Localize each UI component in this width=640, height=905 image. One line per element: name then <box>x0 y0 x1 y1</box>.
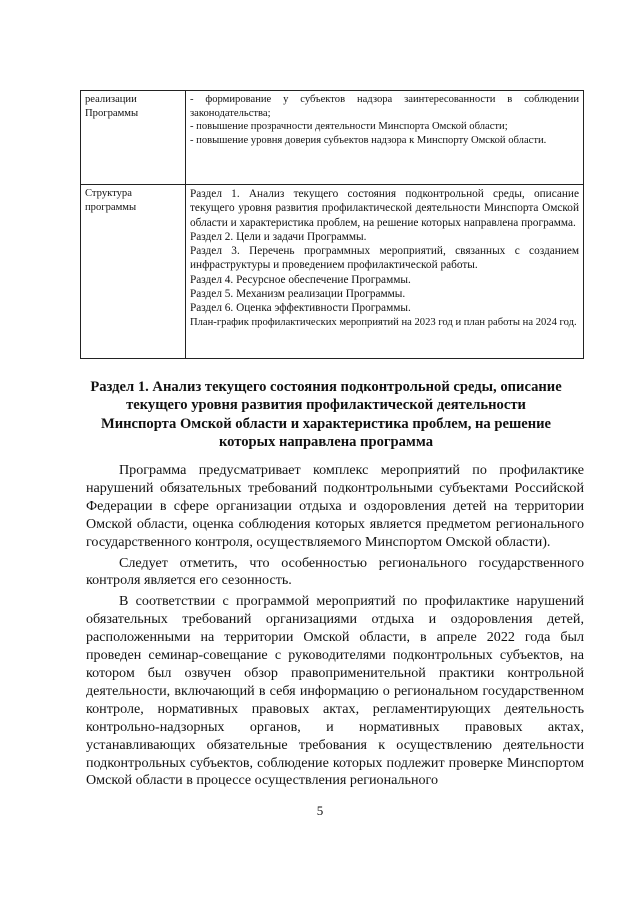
table-row <box>81 185 584 359</box>
section-heading: Раздел 1. Анализ текущего состояния подконтрольной среды, описание текущего уровня развития профилактической деятельности Минспорта Омской области и характеристика проблем, на решение которых направлена программа <box>90 379 562 450</box>
paragraph: Программа предусматривает комплекс мероприятий по профилактике нарушений обязательных требований подконтрольными субъектами Российской Федерации в сфере организации отдыха и оздоровления детей на территории Омской области, оценка соблюдения которых является предметом регионального государственного контроля, осуществляемого Минспортом Омской области). <box>86 462 584 550</box>
row-content-implementation <box>186 91 584 185</box>
list-item: - повышение прозрачности деятельности Минспорта Омской области; <box>190 121 508 133</box>
list-item: Раздел 5. Механизм реализации Программы. <box>190 288 406 301</box>
list-item: Раздел 3. Перечень программных мероприятий, связанных с созданием инфраструктуры и проведением профилактической работы. <box>190 245 579 272</box>
list-item: Раздел 1. Анализ текущего состояния подконтрольной среды, описание текущего уровня развития профилактической деятельности Минспорта Омской области и характеристика проблем, на решение которых направлена программа. <box>190 188 579 229</box>
program-passport-table <box>80 90 584 359</box>
list-item: План-график профилактических мероприятий на 2023 год и план работы на 2024 год. <box>190 316 577 328</box>
list-item: - повышение уровня доверия субъектов надзора к Минспорту Омской области. <box>190 134 547 146</box>
row-content-structure <box>186 185 584 359</box>
list-item: Раздел 2. Цели и задачи Программы. <box>190 230 367 243</box>
paragraph: Следует отметить, что особенностью регионального государственного контроля является его сезонность. <box>86 554 584 589</box>
section-body <box>86 462 584 793</box>
row-label-implementation: реализации Программы <box>81 91 186 185</box>
table-row <box>81 91 584 185</box>
page-number: 5 <box>316 803 324 818</box>
list-item: Раздел 6. Оценка эффективности Программы. <box>190 302 411 315</box>
list-item: - формирование у субъектов надзора заинтересованности в соблюдении законодательства; <box>190 94 579 119</box>
list-item: Раздел 4. Ресурсное обеспечение Программы. <box>190 273 411 286</box>
row-label-structure: Структура программы <box>81 185 186 359</box>
paragraph: В соответствии с программой мероприятий по профилактике нарушений обязательных требований организациями отдыха и оздоровления детей, расположенными на территории Омской области, в апреле 2022 года был проведен семинар-совещание с руководителями подконтрольных субъектов, на котором был озвучен обзор правоприменительной практики контрольной деятельности, включающий в себя информацию о региональном государственном контроле, нормативных правовых актах, регламентирующих деятельность контрольно-надзорных органов, и нормативных правовых актах, устанавливающих обязательные требования к осуществлению деятельности подконтрольных субъектов, соблюдение которых подлежит проверке Минспортом Омской области в процессе осуществления регионального <box>86 593 584 789</box>
